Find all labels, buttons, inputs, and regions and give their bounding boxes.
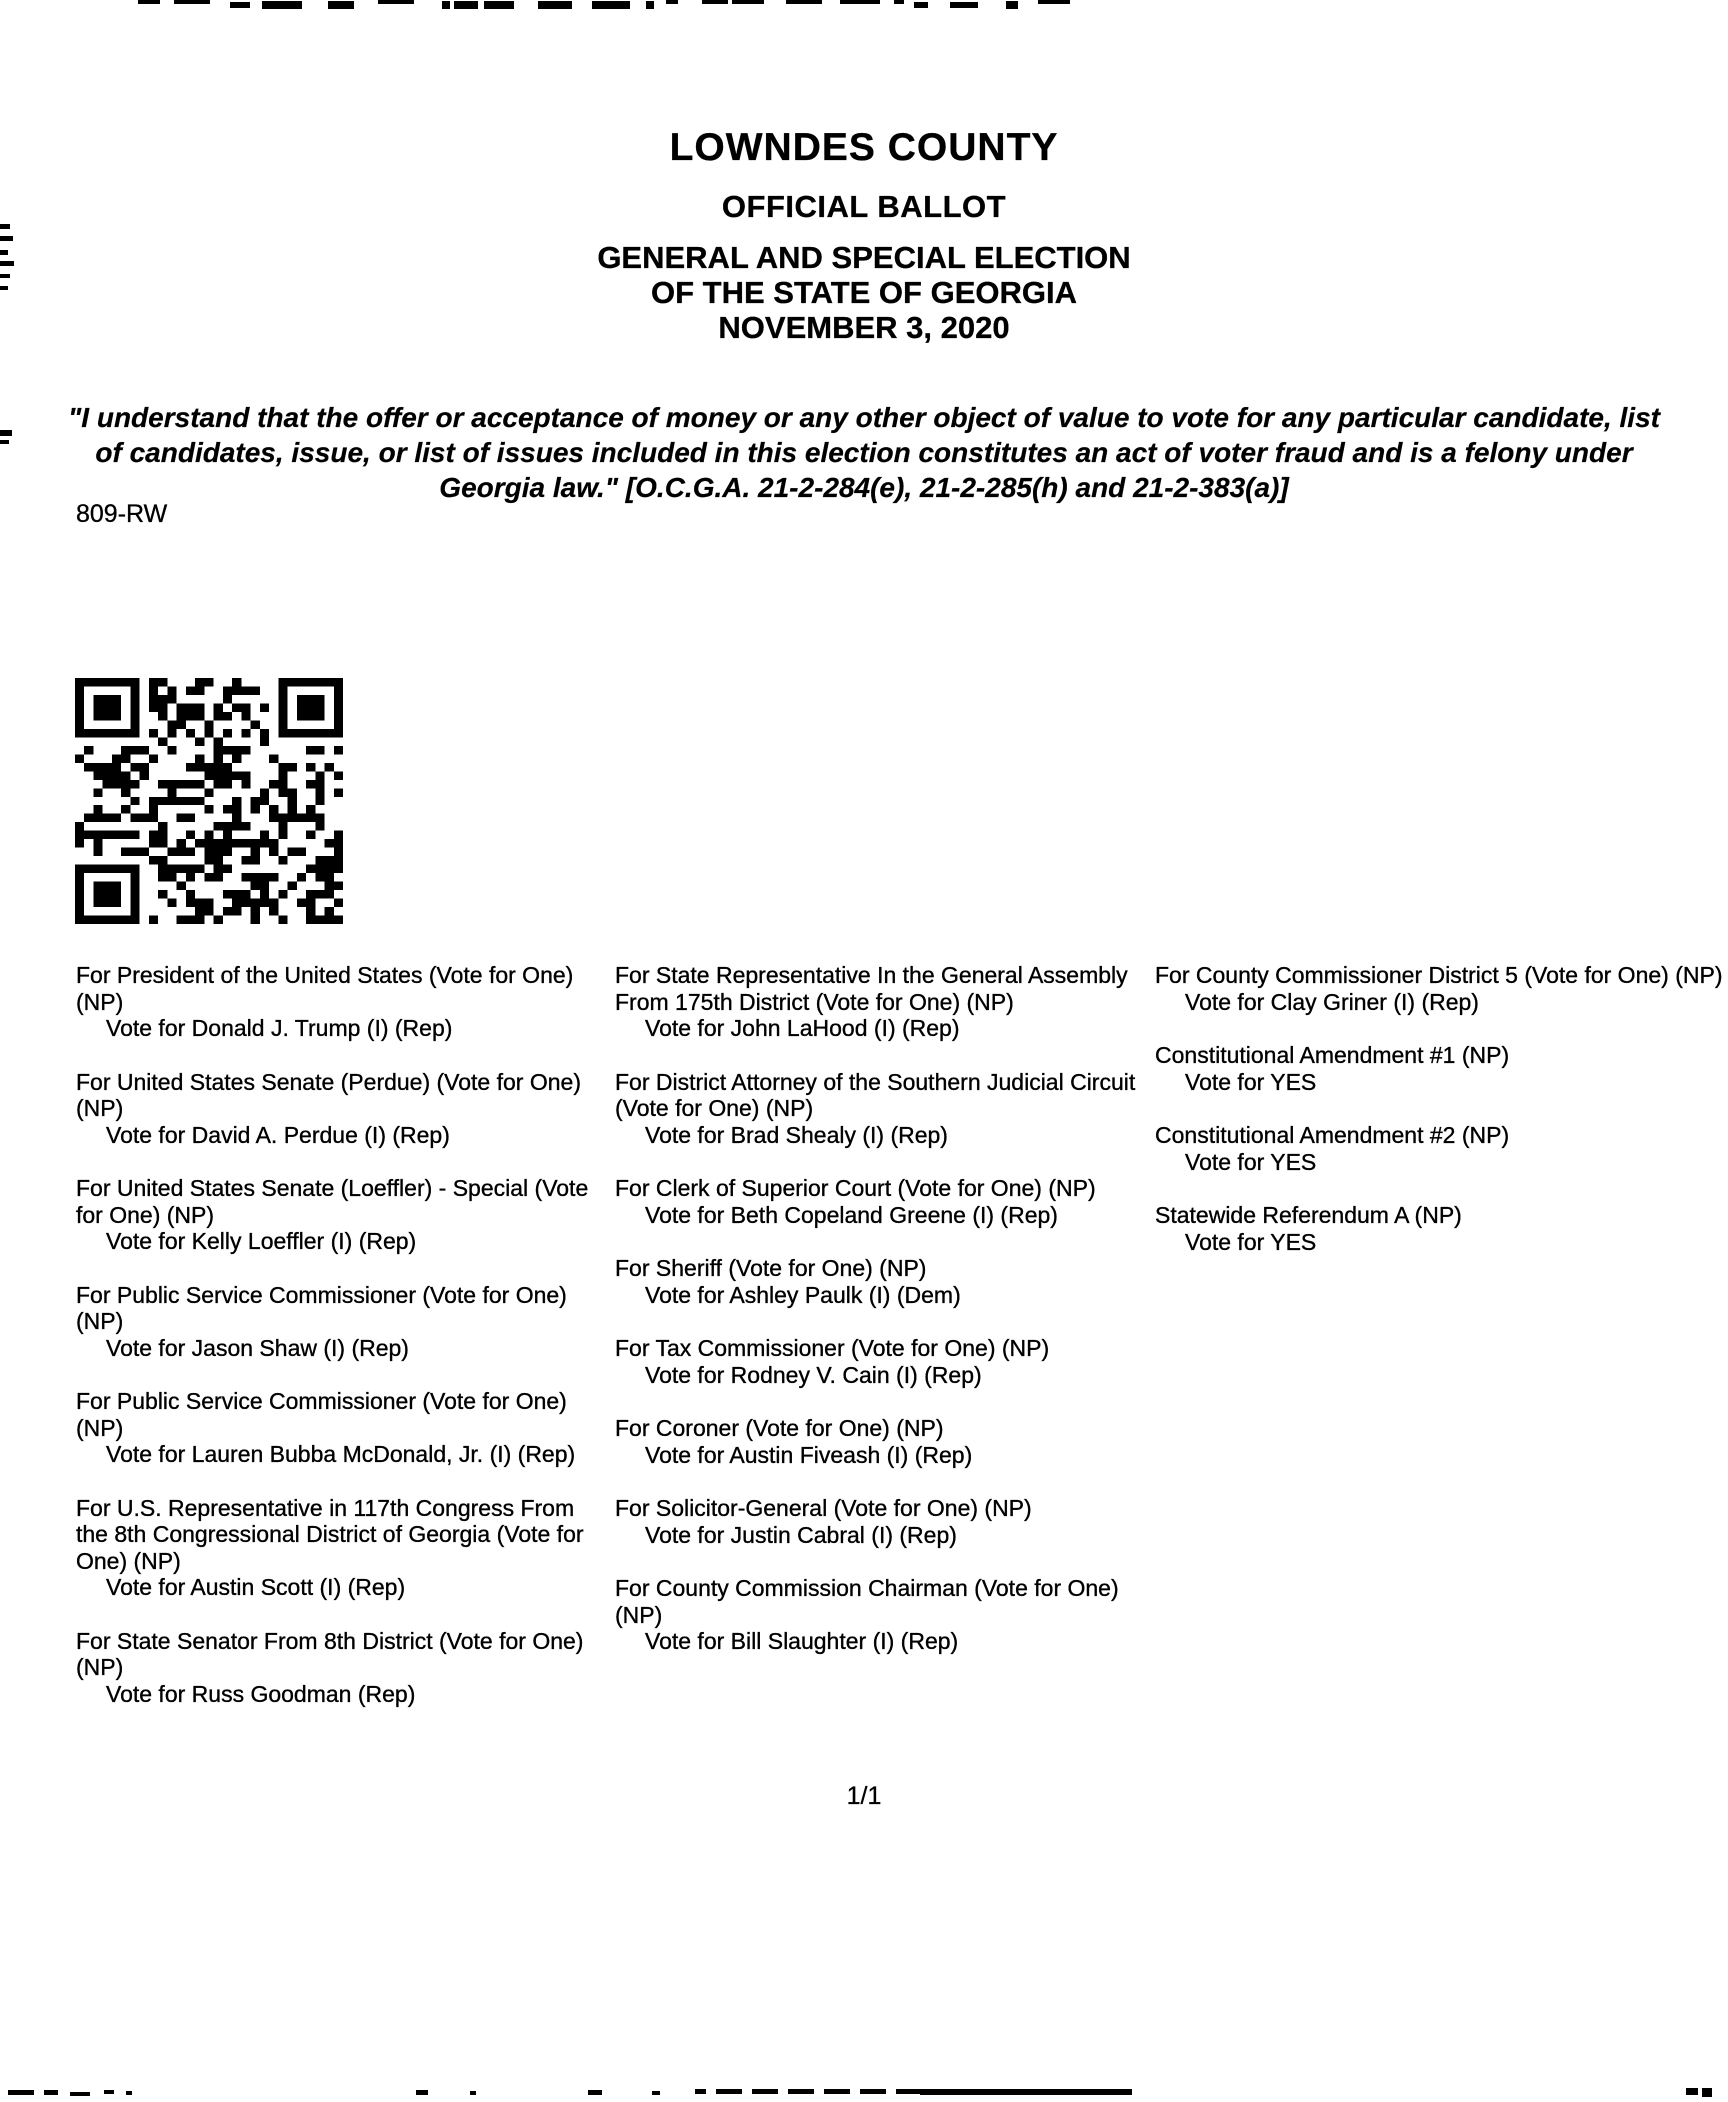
contest-columns — [76, 962, 1728, 1734]
contest-block — [615, 1495, 1141, 1548]
scan-mark — [950, 2, 978, 8]
contest-title: Constitutional Amendment #1 (NP) — [1155, 1042, 1510, 1068]
scan-mark — [920, 2089, 1132, 2095]
scan-mark — [0, 224, 10, 229]
scan-mark — [646, 1, 654, 9]
vote-selection: Vote for YES — [1185, 1228, 1317, 1255]
contest-title: For State Senator From 8th District (Vote for One) (NP) — [76, 1627, 584, 1680]
contest-title: For United States Senate (Loeffler) - Special (Vote for One) (NP) — [76, 1175, 589, 1228]
scan-mark — [716, 2089, 742, 2094]
scan-mark — [1038, 0, 1070, 4]
scan-mark — [416, 2090, 428, 2095]
scan-mark — [666, 0, 678, 4]
contest-title: Statewide Referendum A (NP) — [1155, 1202, 1462, 1228]
contest-block — [76, 1175, 601, 1255]
vote-selection: Vote for Austin Fiveash (I) (Rep) — [645, 1441, 973, 1468]
scan-mark — [0, 274, 10, 278]
scan-mark — [588, 2090, 602, 2095]
scan-mark — [484, 1, 514, 9]
contest-title: For Coroner (Vote for One) (NP) — [615, 1415, 944, 1441]
precinct-code: 809-RW — [76, 500, 168, 528]
scan-mark — [8, 2090, 34, 2095]
scan-mark — [896, 2089, 922, 2094]
contest-block — [1155, 1122, 1728, 1175]
scan-mark — [914, 2, 928, 8]
scan-mark — [0, 250, 8, 255]
vote-selection: Vote for Clay Griner (I) (Rep) — [1185, 988, 1479, 1015]
vote-selection: Vote for Brad Shealy (I) (Rep) — [645, 1121, 948, 1148]
contest-block — [615, 1175, 1141, 1228]
scan-mark — [788, 2089, 814, 2094]
vote-selection: Vote for Jason Shaw (I) (Rep) — [106, 1334, 409, 1361]
contest-title: For County Commission Chairman (Vote for One) (NP) — [615, 1575, 1119, 1628]
vote-selection: Vote for YES — [1185, 1148, 1317, 1175]
contest-title: For United States Senate (Perdue) (Vote for One) (NP) — [76, 1068, 581, 1121]
contest-title: For Clerk of Superior Court (Vote for One) (NP) — [615, 1175, 1096, 1201]
scan-mark — [470, 2091, 476, 2095]
scan-mark — [732, 0, 764, 4]
contest-block — [615, 1069, 1141, 1149]
scan-mark — [538, 1, 572, 9]
scan-mark — [0, 261, 14, 266]
contest-column-2 — [615, 962, 1141, 1682]
scan-mark — [1006, 1, 1018, 9]
contest-block — [1155, 1042, 1728, 1095]
vote-selection: Vote for Lauren Bubba McDonald, Jr. (I) (Rep) — [106, 1441, 576, 1467]
scan-mark — [894, 0, 904, 4]
election-name: GENERAL AND SPECIAL ELECTION — [597, 240, 1131, 275]
contest-block — [76, 962, 601, 1042]
scan-mark — [262, 1, 302, 9]
contest-title: For Public Service Commissioner (Vote for One) (NP) — [76, 1281, 567, 1334]
scan-mark — [1686, 2088, 1698, 2095]
scan-mark — [1702, 2088, 1712, 2097]
scan-mark — [104, 2090, 114, 2094]
scan-mark — [442, 1, 450, 9]
vote-selection: Vote for Russ Goodman (Rep) — [106, 1680, 416, 1707]
ballot-type: OFFICIAL BALLOT — [721, 189, 1007, 224]
contest-block — [615, 1255, 1141, 1308]
contest-title: For Solicitor-General (Vote for One) (NP) — [615, 1495, 1032, 1521]
scan-mark — [454, 1, 478, 9]
vote-selection: Vote for YES — [1185, 1068, 1317, 1095]
scan-mark — [328, 1, 354, 9]
vote-selection: Vote for Kelly Loeffler (I) (Rep) — [106, 1228, 417, 1254]
vote-selection: Vote for Rodney V. Cain (I) (Rep) — [645, 1361, 982, 1388]
contest-title: For Public Service Commissioner (Vote for One) (NP) — [76, 1388, 567, 1441]
contest-block — [615, 1415, 1141, 1468]
scan-mark — [174, 0, 210, 4]
page-indicator: 1/1 — [846, 1782, 882, 1810]
contest-block — [76, 1069, 601, 1149]
election-date: NOVEMBER 3, 2020 — [718, 310, 1010, 345]
scan-mark — [752, 2089, 778, 2094]
vote-selection: Vote for Justin Cabral (I) (Rep) — [645, 1521, 957, 1548]
contest-block — [76, 1388, 601, 1468]
scan-mark — [824, 2089, 850, 2094]
contest-title: For District Attorney of the Southern Judicial Circuit (Vote for One) (NP) — [615, 1068, 1136, 1121]
contest-column-1 — [76, 962, 601, 1734]
scan-mark — [70, 2092, 90, 2096]
scan-mark — [695, 2089, 706, 2094]
ballot-qr-code — [75, 678, 343, 924]
election-state: OF THE STATE OF GEORGIA — [651, 275, 1077, 310]
scan-mark — [126, 2091, 132, 2095]
scan-mark — [0, 440, 9, 444]
scan-mark — [378, 0, 414, 4]
scan-mark — [0, 430, 12, 436]
scan-mark — [652, 2091, 660, 2095]
vote-selection: Vote for Austin Scott (I) (Rep) — [106, 1574, 406, 1600]
contest-block — [615, 1335, 1141, 1388]
vote-selection: Vote for Ashley Paulk (I) (Dem) — [645, 1281, 961, 1308]
vote-selection: Vote for Donald J. Trump (I) (Rep) — [106, 1015, 453, 1041]
scan-mark — [0, 286, 8, 290]
contest-title: For County Commissioner District 5 (Vote for One) (NP) — [1155, 962, 1723, 988]
contest-block — [76, 1495, 601, 1601]
contest-title: Constitutional Amendment #2 (NP) — [1155, 1122, 1510, 1148]
contest-block — [1155, 962, 1728, 1015]
vote-selection: Vote for David A. Perdue (I) (Rep) — [106, 1121, 450, 1148]
scan-mark — [230, 2, 250, 8]
county-title: LOWNDES COUNTY — [669, 126, 1059, 169]
scan-mark — [786, 0, 822, 4]
contest-column-3 — [1155, 962, 1728, 1282]
contest-block — [1155, 1202, 1728, 1255]
scan-mark — [702, 0, 728, 4]
contest-block — [76, 1628, 601, 1708]
vote-selection: Vote for Beth Copeland Greene (I) (Rep) — [645, 1201, 1058, 1228]
scan-mark — [840, 0, 880, 4]
contest-block — [615, 1575, 1141, 1655]
scan-mark — [138, 0, 160, 4]
contest-title: For President of the United States (Vote for One) (NP) — [76, 962, 574, 1015]
vote-selection: Vote for John LaHood (I) (Rep) — [645, 1015, 960, 1041]
vote-selection: Vote for Bill Slaughter (I) (Rep) — [645, 1628, 959, 1654]
contest-block — [615, 962, 1141, 1042]
contest-title: For Tax Commissioner (Vote for One) (NP) — [615, 1335, 1050, 1361]
contest-title: For U.S. Representative in 117th Congress From the 8th Congressional District of Georgia (Vote for One) (NP) — [76, 1494, 584, 1574]
fraud-disclaimer: "I understand that the offer or acceptance of money or any other object of value to vote for any particular candidate, list of candidates, issue, or list of issues included in this election constitutes an act of voter fraud and is a felony under Georgia law." [O.C.G.A. 21-2-284(e), 21-2-285(h) and 21-2-383(a)] — [68, 402, 1660, 503]
contest-block — [76, 1282, 601, 1362]
scan-mark — [44, 2090, 58, 2095]
contest-title: For Sheriff (Vote for One) (NP) — [615, 1255, 927, 1281]
scan-mark — [860, 2089, 886, 2094]
scan-mark — [592, 1, 630, 9]
scan-mark — [0, 236, 13, 241]
contest-title: For State Representative In the General Assembly From 175th District (Vote for One) (NP) — [615, 962, 1128, 1015]
